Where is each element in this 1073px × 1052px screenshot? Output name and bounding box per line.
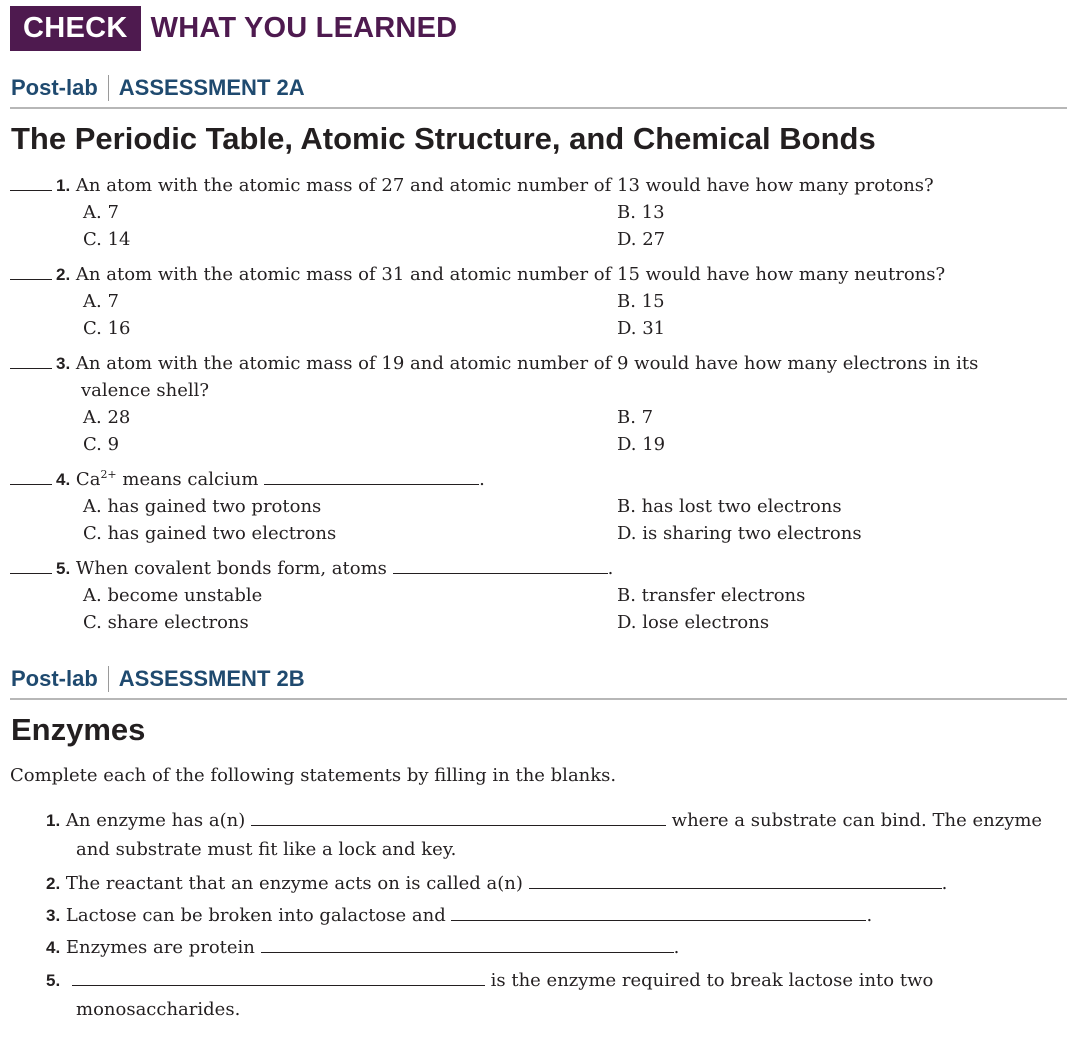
instructions: Complete each of the following statements by filling in the blanks. — [10, 765, 617, 786]
fill-in-blank[interactable] — [451, 906, 866, 921]
fill-in-blank[interactable] — [251, 811, 666, 826]
answer-blank[interactable] — [10, 559, 52, 574]
item-text: Enzymes are protein — [65, 937, 261, 958]
question-1 — [10, 172, 934, 199]
item-number: 3. — [46, 906, 61, 925]
option-a: A. has gained two protons — [83, 496, 322, 517]
item-text-after: . — [941, 873, 948, 894]
question-text: An atom with the atomic mass of 27 and atomic number of 13 would have how many protons? — [75, 175, 934, 196]
option-a: A. 7 — [83, 291, 119, 312]
question-text: An atom with the atomic mass of 19 and atomic number of 9 would have how many electrons in its — [75, 353, 979, 374]
post-lab-label: Post-lab — [11, 75, 98, 100]
answer-blank[interactable] — [10, 470, 52, 485]
banner-title: WHAT YOU LEARNED — [150, 12, 458, 44]
post-lab-header-2a — [11, 73, 305, 103]
header-divider — [108, 75, 109, 101]
option-b: B. has lost two electrons — [617, 496, 842, 517]
option-b: B. transfer electrons — [617, 585, 806, 606]
item-number: 5. — [46, 971, 61, 990]
option-b: B. 7 — [617, 407, 654, 428]
option-d: D. 19 — [617, 434, 666, 455]
question-number: 1. — [56, 176, 71, 195]
option-d: D. lose electrons — [617, 612, 770, 633]
item-number: 4. — [46, 938, 61, 957]
option-c: C. 9 — [83, 434, 120, 455]
question-number: 5. — [56, 559, 71, 578]
question-text: An atom with the atomic mass of 31 and atomic number of 15 would have how many neutrons? — [75, 264, 946, 285]
question-number: 3. — [56, 354, 71, 373]
answer-blank[interactable] — [10, 176, 52, 191]
item-text-after: . — [673, 937, 680, 958]
option-c: C. has gained two electrons — [83, 523, 337, 544]
section-rule — [10, 107, 1067, 109]
question-text-continued: valence shell? — [81, 380, 210, 401]
section-title-2b: Enzymes — [11, 712, 146, 747]
post-lab-label: Post-lab — [11, 666, 98, 691]
question-5 — [10, 555, 613, 582]
question-end: . — [607, 558, 614, 579]
answer-blank[interactable] — [10, 354, 52, 369]
item-text-after: where a substrate can bind. The enzyme — [665, 810, 1043, 831]
fill-in-blank[interactable] — [264, 470, 479, 485]
option-c: C. 14 — [83, 229, 131, 250]
item-number: 2. — [46, 874, 61, 893]
question-text: When covalent bonds form, atoms — [75, 558, 393, 579]
fill-in-blank[interactable] — [529, 874, 942, 889]
question-3 — [10, 350, 978, 377]
fill-item-3 — [46, 902, 872, 929]
option-c: C. 16 — [83, 318, 131, 339]
option-c: C. share electrons — [83, 612, 249, 633]
option-a: A. 7 — [83, 202, 119, 223]
option-d: D. 27 — [617, 229, 666, 250]
check-badge: CHECK — [10, 6, 141, 51]
assessment-label: ASSESSMENT 2A — [118, 75, 305, 100]
post-lab-header-2b — [11, 664, 305, 694]
item-text-continued: monosaccharides. — [76, 999, 241, 1020]
fill-item-5 — [46, 967, 933, 994]
fill-item-2 — [46, 870, 947, 897]
option-d: D. 31 — [617, 318, 666, 339]
item-text: An enzyme has a(n) — [65, 810, 251, 831]
check-banner — [10, 6, 457, 51]
question-end: . — [479, 469, 485, 490]
item-text-after: . — [866, 905, 873, 926]
question-number: 2. — [56, 265, 71, 284]
answer-blank[interactable] — [10, 265, 52, 280]
header-divider — [108, 666, 109, 692]
fill-in-blank[interactable] — [72, 971, 485, 986]
section-title-2a: The Periodic Table, Atomic Structure, and Chemical Bonds — [11, 121, 876, 156]
option-b: B. 13 — [617, 202, 665, 223]
charge-superscript: 2+ — [100, 468, 117, 481]
item-text: Lactose can be broken into galactose and — [65, 905, 452, 926]
option-a: A. 28 — [83, 407, 131, 428]
fill-item-1 — [46, 807, 1042, 834]
question-text: Ca — [75, 469, 101, 490]
question-number: 4. — [56, 470, 71, 489]
item-text: The reactant that an enzyme acts on is called a(n) — [65, 873, 529, 894]
fill-in-blank[interactable] — [261, 938, 674, 953]
item-text-after: is the enzyme required to break lactose into two — [484, 970, 934, 991]
section-rule — [10, 698, 1067, 700]
fill-in-blank[interactable] — [393, 559, 608, 574]
option-d: D. is sharing two electrons — [617, 523, 862, 544]
option-b: B. 15 — [617, 291, 665, 312]
question-4 — [10, 466, 485, 493]
question-text-after: means calcium — [116, 469, 265, 490]
item-number: 1. — [46, 811, 61, 830]
fill-item-4 — [46, 934, 679, 961]
assessment-label: ASSESSMENT 2B — [118, 666, 305, 691]
item-text-continued: and substrate must fit like a lock and key. — [76, 839, 457, 860]
question-2 — [10, 261, 945, 288]
option-a: A. become unstable — [83, 585, 263, 606]
